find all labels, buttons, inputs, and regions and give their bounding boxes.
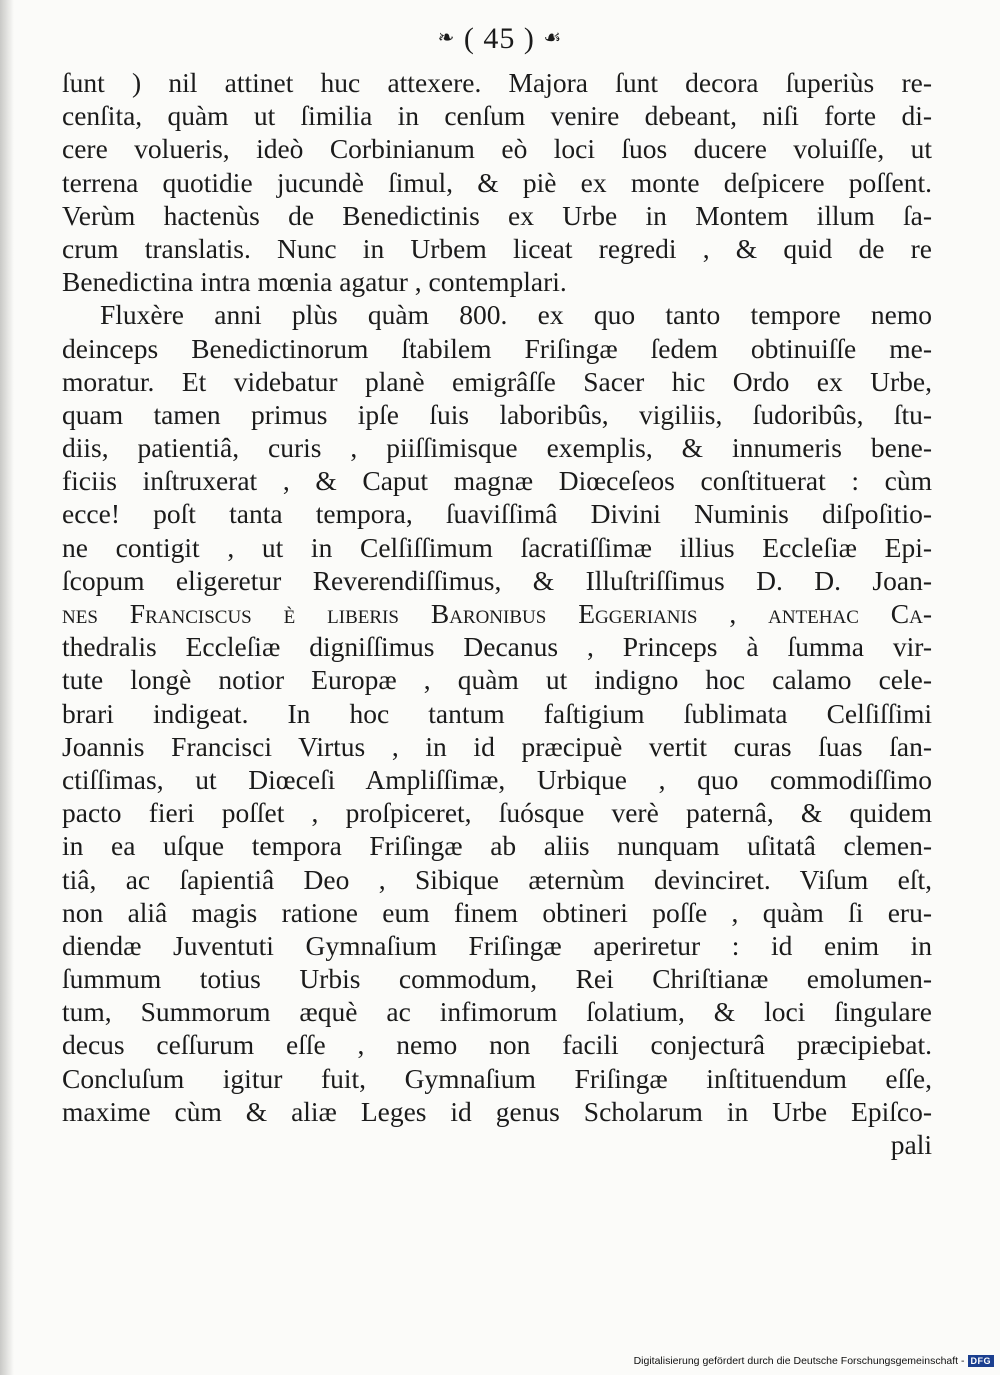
text-line: ctiſſimas, ut Diœceſi Ampliſſimæ, Urbique , quo commodiſſimo [62, 763, 932, 795]
text-line: diis, patientiâ, curis , piiſſimisque exemplis, & innumeris bene- [62, 432, 932, 464]
text-line: brari indigeat. In hoc tantum faſtigium ſublimata Celſiſſimi [62, 697, 932, 729]
gutter-shadow [0, 0, 14, 1375]
text-line: moratur. Et videbatur planè emigrâſſe Sacer hic Ordo ex Urbe, [62, 365, 932, 397]
text-line: deinceps Benedictinorum ſtabilem Friſingæ ſedem obtinuiſſe me- [62, 332, 932, 364]
text-line: ficiis inſtruxerat , & Caput magnæ Diœceſeos conſtituerat : cùm [62, 465, 932, 497]
paragraph-start-line: Fluxère anni plùs quàm 800. ex quo tanto tempore nemo [100, 299, 932, 331]
text-line: ne contigit , ut in Celſiſſimum ſacratiſſimæ illius Eccleſiæ Epi- [62, 531, 932, 563]
text-line: decus ceſſurum eſſe , nemo non facili conjecturâ præcipiebat. [62, 1029, 932, 1061]
dfg-logo: DFG [968, 1355, 995, 1367]
text-line: ſummum totius Urbis commodum, Rei Chriſtianæ emolumen- [62, 963, 932, 995]
text-line: Benedictina intra mœnia agatur , contemplari. [62, 266, 567, 298]
text-line: in ea uſque tempora Friſingæ ab aliis nunquam uſitatâ clemen- [62, 830, 932, 862]
catchword: pali [890, 1129, 932, 1160]
text-line: tum, Summorum æquè ac infimorum ſolatium, & loci ſingulare [62, 996, 932, 1028]
text-line: cenſita, quàm ut ſimilia in cenſum venire debeant, niſi forte di- [62, 100, 932, 132]
text-line: Verùm hactenùs de Benedictinis ex Urbe in Montem illum ſa- [62, 199, 932, 231]
text-line: ecce! poſt tanta tempora, ſuaviſſimâ Divini Numinis diſpoſitio- [62, 498, 932, 530]
text-line: ſunt ) nil attinet huc attexere. Majora ſunt decora ſuperiùs re- [62, 67, 932, 98]
text-line: cere volueris, ideò Corbinianum eò loci ſuos ducere voluiſſe, ut [62, 133, 932, 165]
text-line: crum translatis. Nunc in Urbem liceat regredi , & quid de re [62, 232, 932, 264]
text-line: Concluſum igitur fuit, Gymnaſium Friſingæ inſtituendum eſſe, [62, 1062, 932, 1094]
left-ornament-icon: ❧ [437, 27, 456, 49]
text-line: Joannis Francisci Virtus , in id præcipuè vertit curas ſuas ſan- [62, 730, 932, 762]
text-line: pacto fieri poſſet , proſpiceret, ſuósque verè paternâ, & quidem [62, 797, 932, 829]
page-header [0, 22, 1000, 56]
text-line: thedralis Eccleſiæ digniſſimus Decanus , Princeps à ſumma vir- [62, 631, 932, 663]
text-line: terrena quotidie jucundè ſimul, & piè ex monte deſpicere poſſent. [62, 166, 932, 198]
text-line: diendæ Juventuti Gymnaſium Friſingæ aperiretur : id enim in [62, 929, 932, 961]
right-ornament-icon: ☙ [543, 27, 563, 49]
text-line: non aliâ magis ratione eum finem obtineri poſſe , quàm ſi eru- [62, 896, 932, 928]
digitization-footer [634, 1355, 994, 1367]
text-line: maxime cùm & aliæ Leges id genus Scholarum in Urbe Epiſco- [62, 1095, 932, 1127]
body-text [62, 66, 932, 1161]
text-line: tute longè notior Europæ , quàm ut indigno hoc calamo cele- [62, 664, 932, 696]
page-number: ( 45 ) [463, 22, 535, 55]
text-line: ſcopum eligeretur Reverendiſſimus, & Illuſtriſſimus D. D. Joan- [62, 564, 932, 596]
text-line: tiâ, ac ſapientiâ Deo , Sibique æternùm devinciret. Viſum eſt, [62, 863, 932, 895]
footer-credit: Digitalisierung gefördert durch die Deutsche Forschungsgemeinschaft - [633, 1355, 965, 1367]
text-line: nes Franciscus è liberis Baronibus Eggerianis , antehac Ca- [62, 598, 932, 629]
text-line: quam tamen primus ipſe ſuis laboribûs, vigiliis, ſudoribûs, ſtu- [62, 398, 932, 430]
